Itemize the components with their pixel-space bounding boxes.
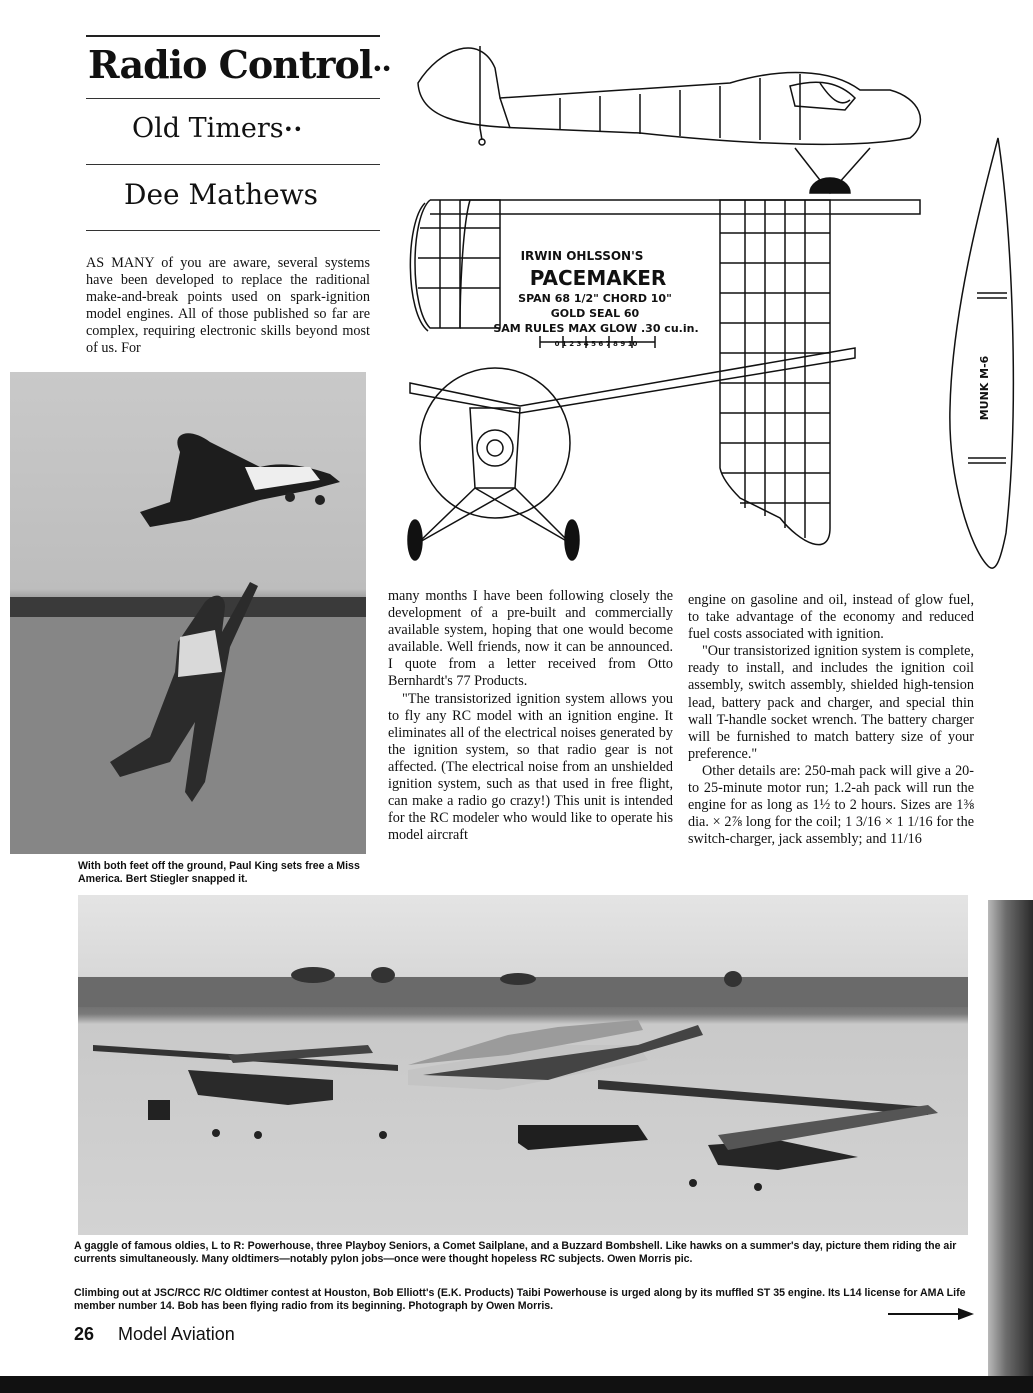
plan-title-line4: GOLD SEAL 60 xyxy=(550,307,640,320)
plan-rib-label: MUNK M-6 xyxy=(978,355,991,421)
right-paragraph-2: "Our transistorized ignition system is complete, ready to install, and includes the ignition coil assembly, switch assembly, shielded high-tension lead, battery pack and charger, and special thin wall T-handle socket wrench. The battery charger will be furnished to match battery size of your preference." xyxy=(688,643,974,762)
plan-title-line5: SAM RULES MAX GLOW .30 cu.in. xyxy=(493,322,699,335)
page-title: Radio Control•• xyxy=(88,42,391,87)
middle-paragraph-2: "The transistorized ignition system allows you to fly any RC model with an ignition engine. It eliminates all of the electrical noises generated by the ignition system, so that radio gear is not affected. (The electrical noise from an unshielded ignition system, such as that used in free flight, can make a radio go crazy!) This unit is intended for the RC modeler who would like to operate his model aircraft xyxy=(388,690,673,844)
right-paragraph-1: engine on gasoline and oil, instead of glow fuel, to take advantage of the economy and reduced fuel costs associated with ignition. xyxy=(688,592,974,643)
plan-title-line1: IRWIN OHLSSON'S xyxy=(520,249,644,263)
plan-scale: 0 1 2 3 4 5 6 7 8 9 10 xyxy=(554,340,638,348)
plan-drawing xyxy=(400,28,1020,576)
scan-edge-bottom xyxy=(0,1376,1033,1393)
header-rule-3 xyxy=(86,230,380,231)
scan-edge-right xyxy=(988,900,1033,1376)
page-number: 26 xyxy=(74,1324,95,1344)
article-column-right xyxy=(688,592,974,848)
plan-title-line2: PACEMAKER xyxy=(529,266,667,290)
right-paragraph-3: Other details are: 250-mah pack will give a 20- to 25-minute motor run; 1.2-ah pack will run the engine for as long as 1½ to 2 hours. Sizes are 1⅜ dia. × 2⅞ long for the coil; 1 3/16 × 1 1/16 for the switch-charger, jack assembly; and 11/16 xyxy=(688,762,974,848)
header-rule-2 xyxy=(86,164,380,165)
continue-arrow-icon xyxy=(888,1306,974,1322)
plan-title-line3: SPAN 68 1/2" CHORD 10" xyxy=(518,292,672,305)
launch-photo xyxy=(10,372,366,854)
article-column-middle xyxy=(388,588,673,844)
middle-paragraph-1: many months I have been following closely the development of a pre-built and commercially available system, hoping that one would become available. Well friends, now it can be announced. I quote from a letter received from Otto Bernhardt's 77 Products. xyxy=(388,588,673,690)
magazine-name: Model Aviation xyxy=(118,1324,235,1344)
intro-paragraph: AS MANY of you are aware, several systems have been developed to replace the raditional make-and-break points used on spark-ignition model engines. All of those published so far are complex, requiring electronic skills beyond most of us. For xyxy=(86,255,370,357)
field-photo-caption: A gaggle of famous oldies, L to R: Powerhouse, three Playboy Seniors, a Comet Sailplane, and a Buzzard Bombshell. Like hawks on a summer's day, picture them riding the air currents simultaneously. Many oldtimers—notably pylon jobs—once were thought hopeless RC subjects. Owen Morris pic. xyxy=(74,1240,957,1265)
author-byline: Dee Mathews xyxy=(124,178,319,211)
page-subtitle: Old Timers•• xyxy=(132,113,303,144)
field-photo xyxy=(78,895,968,1235)
header-rule-top xyxy=(86,35,380,37)
launch-photo-caption: With both feet off the ground, Paul King sets free a Miss America. Bert Stiegler snapped it. xyxy=(78,860,360,885)
next-photo-caption: Climbing out at JSC/RCC R/C Oldtimer contest at Houston, Bob Elliott's (E.K. Products) Taibi Powerhouse is urged along by its muffled ST 35 engine. Its L14 license for AMA Life member number 14. Bob has been flying radio from its beginning. Photograph by Owen Morris. xyxy=(74,1287,966,1312)
header-rule-1 xyxy=(86,98,380,99)
